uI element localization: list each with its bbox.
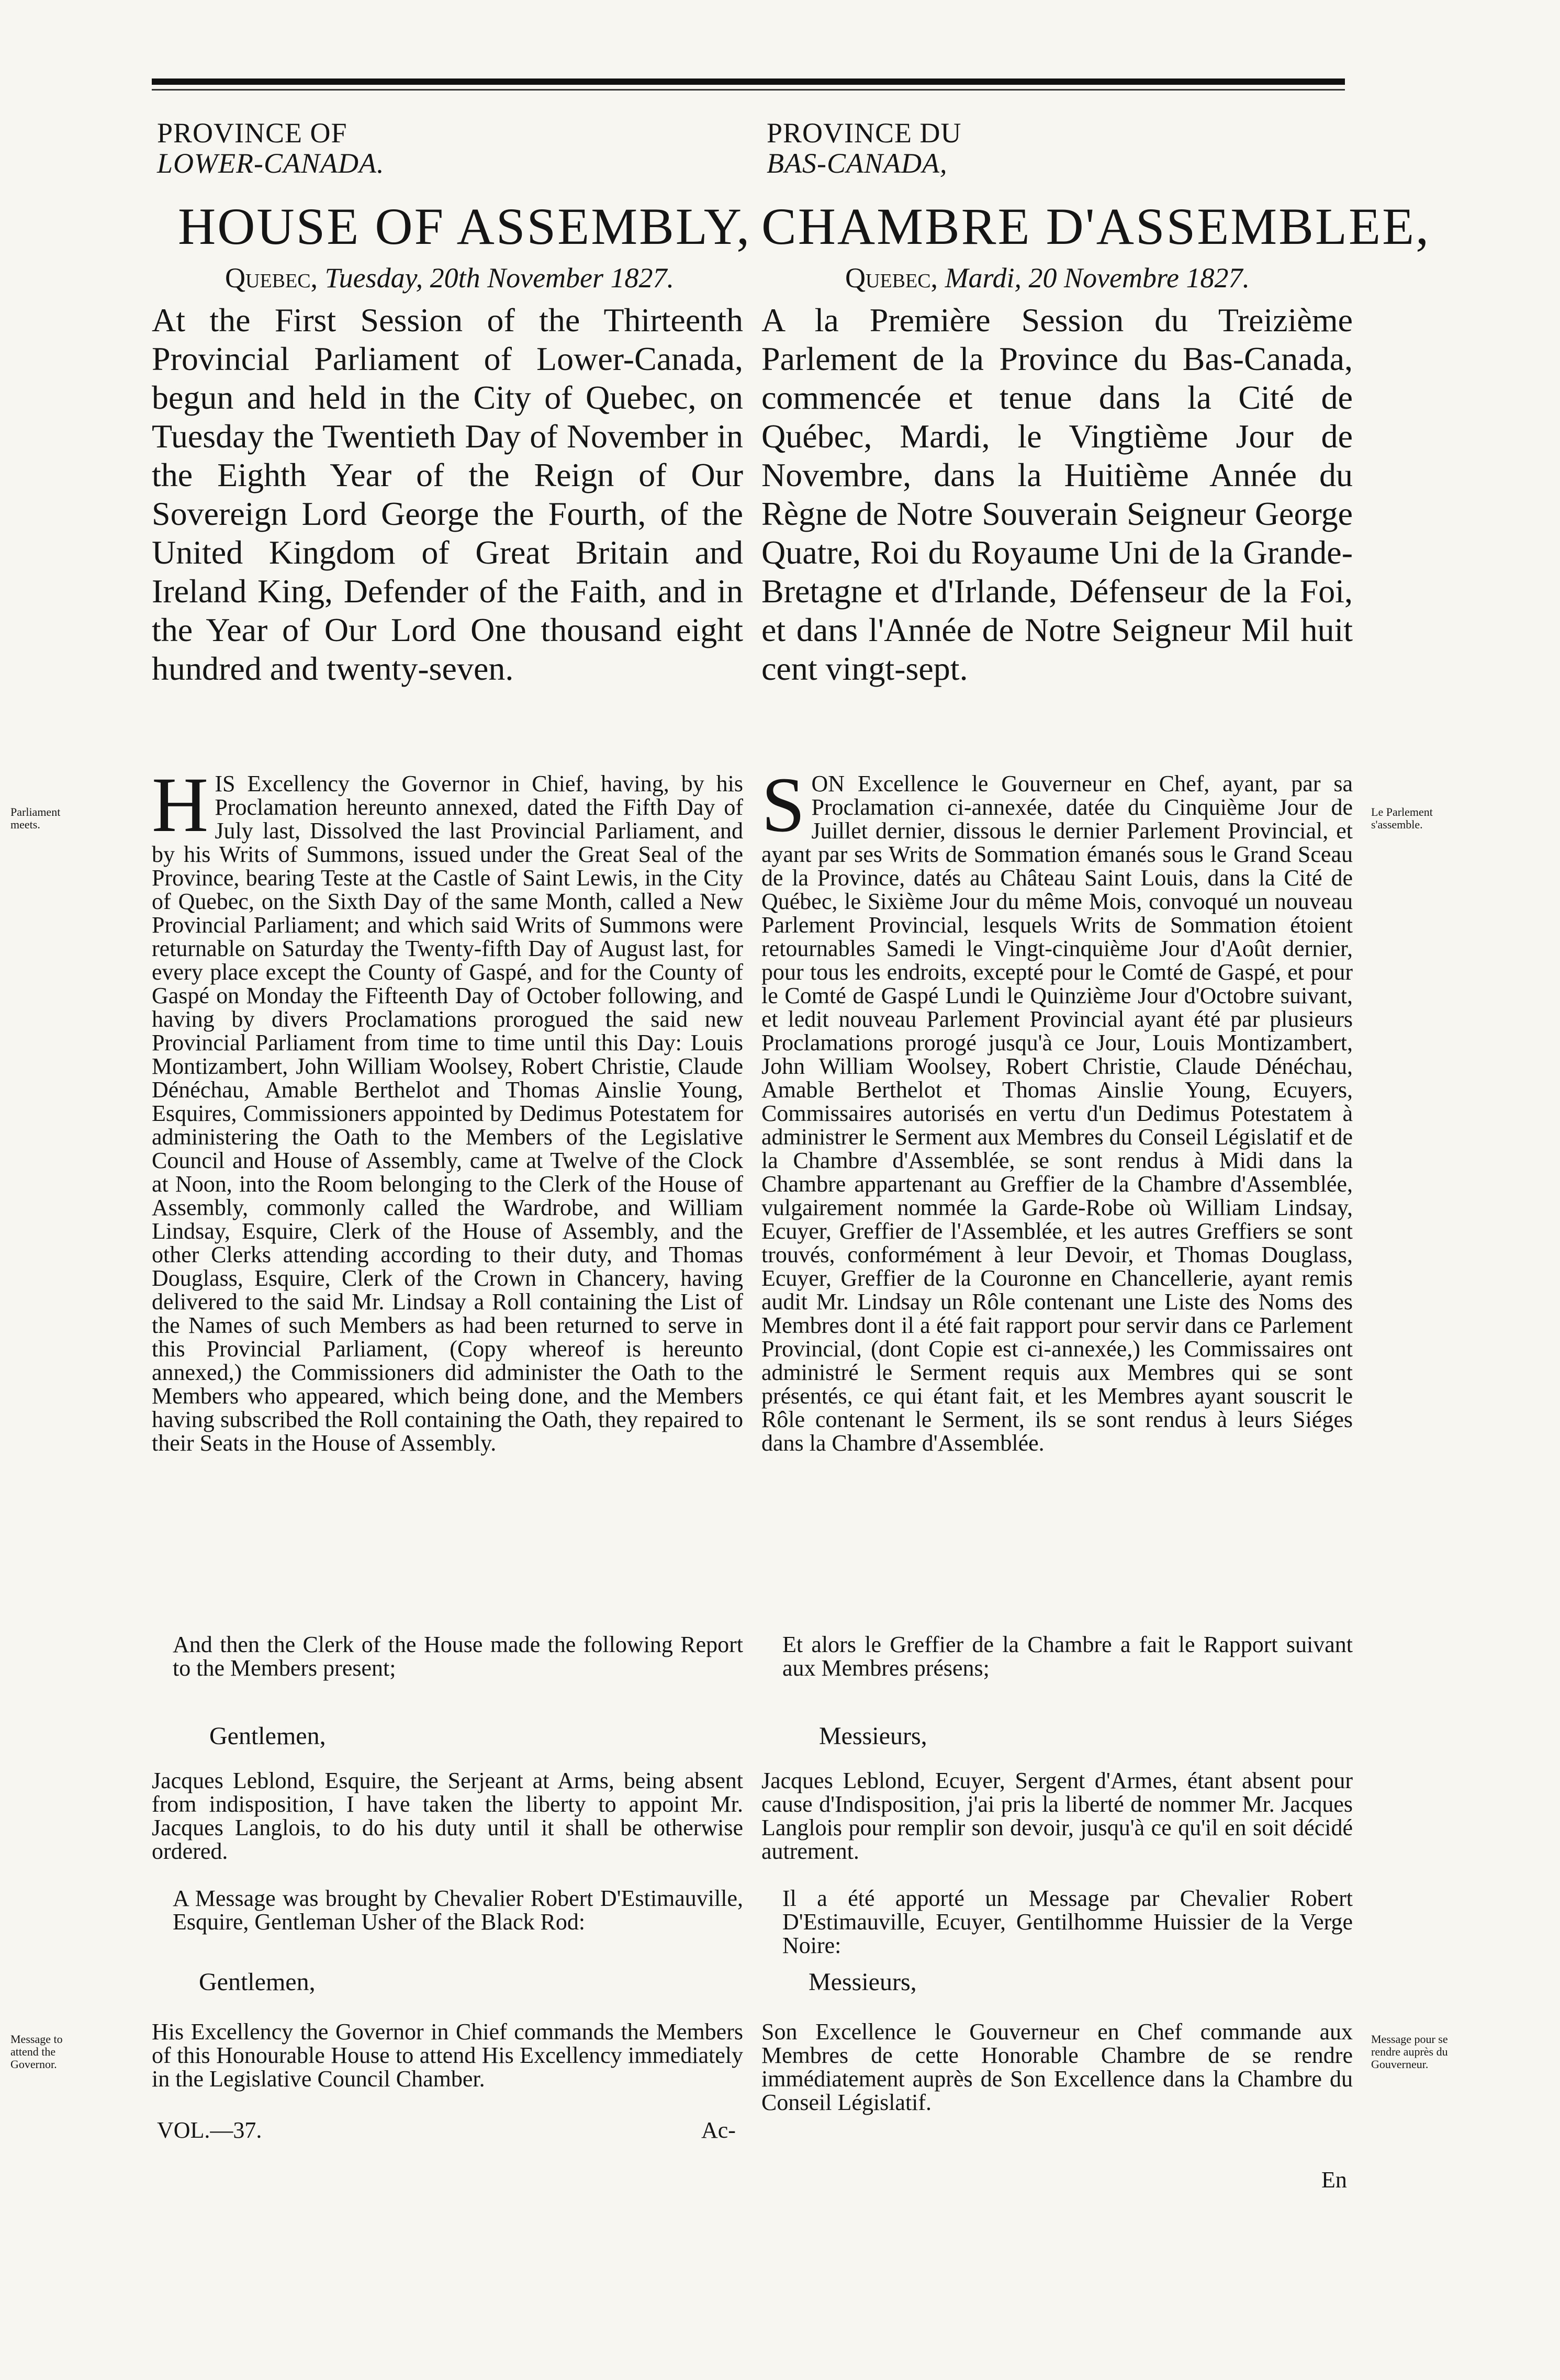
house-title-fr: CHAMBRE D'ASSEMBLEE, — [761, 197, 1431, 255]
dateline-fr — [845, 262, 1250, 294]
message-paragraph: A Message was brought by Chevalier Robert D'Estimauville, Esquire, Gentleman Usher of the Black Rod: — [173, 1885, 743, 1935]
house-title: HOUSE OF ASSEMBLY, — [178, 197, 751, 255]
serjeant-paragraph: Jacques Leblond, Esquire, the Serjeant at Arms, being absent from indisposition, I have taken the liberty to appoint Mr. Jacques Langlois, to do his duty until it shall be otherwise ordered. — [152, 1768, 743, 1864]
dateline-date-fr: Mardi, 20 Novembre 1827. — [945, 262, 1250, 294]
message-paragraph-fr: Il a été apporté un Message par Chevalier Robert D'Estimauville, Ecuyer, Gentilhomme Huissier de la Verge Noire: — [782, 1885, 1353, 1958]
salutation: Gentlemen, — [209, 1722, 326, 1750]
dateline-city: Quebec, — [225, 262, 318, 294]
top-rule-thin — [152, 89, 1345, 91]
salutation-2-fr: Messieurs, — [809, 1968, 917, 1996]
margin-note-parliament-fr: Le Parlement s'assemble. — [1371, 805, 1433, 831]
salutation-2: Gentlemen, — [199, 1968, 316, 1996]
proclamation-body-fr: ON Excellence le Gouverneur en Chef, ayant, par sa Proclamation ci-annexée, datée du Cinquième Jour de Juillet dernier, dissous le dernier Parlement Provincial, et ayant par ses Writs de Sommation émanés sous le Grand Sceau de la Province, datés au Château Saint Louis, dans la Cité de Québec, le Sixième Jour du même Mois, convoqué un nouveau Parlement Provincial, lesquels Writs de Sommation étoient retournables Samedi le Vingt-cinquième Jour d'Août dernier, pour tous les endroits, excepté pour le Comté de Gaspé, et pour le Comté de Gaspé Lundi le Quinzième Jour d'Octobre suivant, et ledit nouveau Parlement Provincial ayant été par plusieurs Proclamations prorogé jusqu'à ce Jour, Louis Montizambert, John William Woolsey, Robert Christie, Claude Dénéchau, Amable Berthelot et Thomas Ainslie Young, Ecuyers, Commissaires autorisés en vertu d'un Dedimus Potestatem à administrer le Serment aux Membres du Conseil Législatif et de la Chambre d'Assemblée, se sont rendus à Midi dans la Chambre appartenant au Greffier de la Chambre d'Assemblée, vulgairement nommée la Garde-Robe où William Lindsay, Ecuyer, Greffier de l'Assemblée, et les autres Greffiers se sont trouvés, conformément à leur Devoir, et Thomas Douglass, Ecuyer, Greffier de la Couronne en Chancellerie, ayant remis audit Mr. Lindsay un Rôle contenant une Liste des Noms des Membres dont il a été fait rapport pour servir dans ce Parlement Provincial, (dont Copie est ci-annexée,) les Commissaires ont administré le Serment requis aux Membres qui se sont présentés, ce qui étant fait, et les Membres ayant souscrit le Rôle contenant le Serment, ils se sont rendus à leurs Siéges dans la Chambre d'Assemblée. — [761, 771, 1353, 1456]
catchword: Ac- — [701, 2117, 736, 2143]
governor-paragraph: His Excellency the Governor in Chief commands the Members of this Honourable House to attend His Excellency immediately in the Legislative Council Chamber. — [152, 2019, 743, 2092]
session-preamble: At the First Session of the Thirteenth Provincial Parliament of Lower-Canada, begun and held in the City of Quebec, on Tuesday the Twentieth Day of November in the Eighth Year of the Reign of Our Sovereign Lord George the Fourth, of the United Kingdom of Great Britain and Ireland King, Defender of the Faith, and in the Year of Our Lord One thousand eight hundred and twenty-seven. — [152, 301, 743, 687]
proclamation-text — [152, 761, 743, 1456]
proclamation-body: IS Excellency the Governor in Chief, having, by his Proclamation hereunto annexed, dated the Fifth Day of July last, Dissolved the last Provincial Parliament, and by his Writs of Summons, issued under the Great Seal of the Province, bearing Teste at the Castle of Saint Lewis, in the City of Quebec, on the Sixth Day of the same Month, called a New Provincial Parliament; and which said Writs of Summons were returnable on Saturday the Twenty-fifth Day of August last, for every place except the County of Gaspé, and for the County of Gaspé on Monday the Fifteenth Day of October following, and having by divers Proclamations prorogued the said new Provincial Parliament from time to time until this Day: Louis Montizambert, John William Woolsey, Robert Christie, Claude Dénéchau, Amable Berthelot and Thomas Ainslie Young, Esquires, Commissioners appointed by Dedimus Potestatem for administering the Oath to the Members of the Legislative Council and House of Assembly, came at Twelve of the Clock at Noon, into the Room belonging to the Clerk of the House of Assembly, commonly called the Wardrobe, and William Lindsay, Esquire, Clerk of the House of Assembly, and the other Clerks attending according to their duty, and Thomas Douglass, Esquire, Clerk of the Crown in Chancery, having delivered to the said Mr. Lindsay a Roll containing the List of the Names of such Members as had been returned to serve in this Provincial Parliament, (Copy whereof is hereunto annexed,) the Commissioners did administer the Oath to the Members who appeared, which being done, and the Members having subscribed the Roll containing the Oath, they repaired to their Seats in the House of Assembly. — [152, 771, 743, 1456]
proclamation-text-fr — [761, 761, 1353, 1456]
top-rule — [152, 78, 1345, 85]
report-paragraph-fr: Et alors le Greffier de la Chambre a fait le Rapport suivant aux Membres présens; — [782, 1632, 1353, 1681]
province-line2-fr: BAS-CANADA, — [767, 148, 948, 179]
catchword-fr: En — [1321, 2167, 1347, 2193]
drop-cap: H — [152, 761, 209, 848]
session-preamble-fr: A la Première Session du Treizième Parlement de la Province du Bas-Canada, commencée et tenue dans la Cité de Québec, Mardi, le Vingtième Jour de Novembre, dans la Huitième Année du Règne de Notre Souverain Seigneur George Quatre, Roi du Royaume Uni de la Grande-Bretagne et d'Irlande, Défenseur de la Foi, et dans l'Année de Notre Seigneur Mil huit cent vingt-sept. — [761, 301, 1353, 687]
province-heading-fr — [767, 118, 962, 178]
margin-note-message: Message to attend the Governor. — [10, 2033, 63, 2071]
province-heading — [157, 118, 384, 178]
dateline — [225, 262, 674, 294]
drop-cap-fr: S — [761, 761, 805, 848]
province-line2: LOWER-CANADA. — [157, 148, 385, 179]
province-line1: PROVINCE OF — [157, 117, 347, 149]
margin-note-message-fr: Message pour se rendre auprès du Gouverneur. — [1371, 2033, 1448, 2071]
province-line1-fr: PROVINCE DU — [767, 117, 962, 149]
dateline-date: Tuesday, 20th November 1827. — [324, 262, 675, 294]
dateline-city-fr: Quebec, — [845, 262, 938, 294]
serjeant-paragraph-fr: Jacques Leblond, Ecuyer, Sergent d'Armes, étant absent pour cause d'Indisposition, j'ai pris la liberté de nommer Mr. Jacques Langlois pour remplir son devoir, jusqu'à ce qu'il en soit décidé autrement. — [761, 1768, 1353, 1864]
governor-paragraph-fr: Son Excellence le Gouverneur en Chef commande aux Membres de cette Honorable Chambre de se rendre immédiatement auprès de Son Excellence dans la Chambre du Conseil Législatif. — [761, 2019, 1353, 2115]
salutation-fr: Messieurs, — [819, 1722, 927, 1750]
margin-note-parliament: Parliament meets. — [10, 805, 61, 831]
volume-number: VOL.—37. — [157, 2117, 262, 2143]
report-paragraph: And then the Clerk of the House made the following Report to the Members present; — [173, 1632, 743, 1681]
